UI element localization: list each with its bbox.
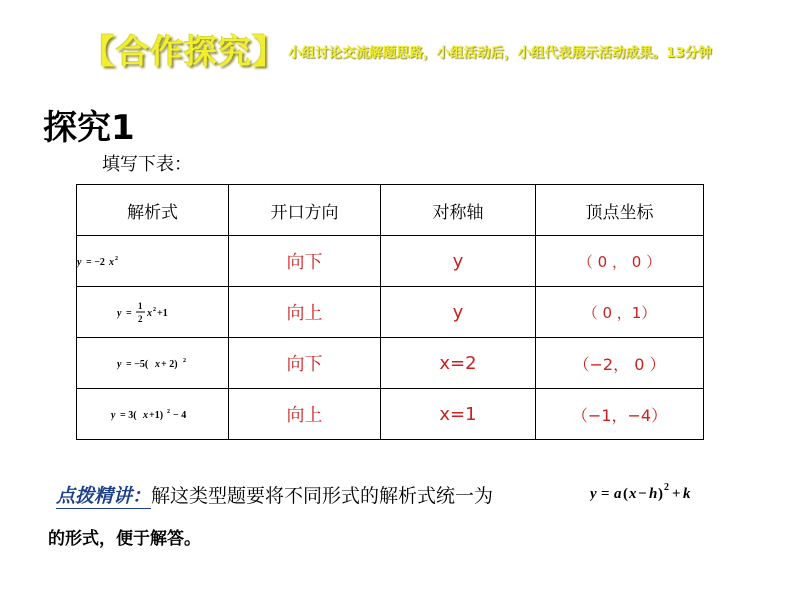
svg-text:2: 2	[664, 482, 669, 493]
vertex-value: （−2， 0 ）	[573, 354, 666, 374]
header-label: 对称轴	[432, 202, 484, 223]
header-label: 解析式	[127, 202, 178, 223]
header-cell-direction	[229, 185, 381, 236]
vertex-cell	[536, 287, 704, 338]
formula-cell	[77, 389, 229, 440]
svg-text:x: x	[109, 257, 114, 268]
svg-text:k: k	[683, 486, 691, 502]
header-banner	[82, 22, 782, 72]
svg-text:2: 2	[138, 314, 143, 324]
axis-cell	[381, 236, 536, 287]
direction-cell	[229, 287, 381, 338]
vertex-value: （ 0 ， 0 ）	[577, 252, 662, 271]
svg-text:x: x	[155, 359, 160, 370]
table-header-row	[77, 185, 704, 236]
direction-cell	[229, 236, 381, 287]
direction-cell	[229, 338, 381, 389]
svg-text:1: 1	[138, 301, 143, 311]
vertex-cell	[536, 338, 704, 389]
formula-graphic	[77, 250, 137, 272]
header-note: 小组讨论交流解题思路，小组活动后，小组代表展示活动成果。13分钟	[288, 45, 712, 61]
formula-text: y = −5(x + 2)²	[117, 352, 125, 353]
instruction-text: 填写下表：	[102, 154, 192, 175]
svg-text:(: (	[623, 486, 628, 502]
direction-value: 向上	[286, 303, 323, 324]
table-row	[77, 287, 704, 338]
tip-label: 点拨精讲：	[56, 485, 152, 507]
formula-text: y = ½x² + 1	[117, 295, 124, 296]
formula-cell	[77, 287, 229, 338]
formula-text: y = −2x²	[77, 250, 82, 251]
vertex-form-text: y = a(x − h)² + k	[590, 479, 599, 480]
svg-text:= −5(: = −5(	[126, 359, 149, 370]
formula-graphic	[111, 403, 211, 425]
axis-cell	[381, 389, 536, 440]
svg-text:=: =	[126, 308, 132, 319]
direction-cell	[229, 389, 381, 440]
svg-text:− 4: − 4	[173, 410, 187, 421]
svg-text:−: −	[638, 486, 647, 502]
axis-cell	[381, 338, 536, 389]
header-label: 开口方向	[270, 202, 339, 223]
svg-text:x: x	[143, 410, 148, 421]
svg-text:2: 2	[115, 256, 118, 262]
tip-line	[56, 481, 493, 508]
section-title: 探究1	[43, 108, 135, 148]
svg-text:y: y	[77, 257, 82, 268]
direction-value: 向下	[286, 354, 323, 375]
svg-text:2: 2	[183, 358, 186, 364]
svg-text:y: y	[117, 308, 122, 319]
formula-graphic	[117, 295, 187, 329]
axis-cell	[381, 287, 536, 338]
svg-text:+ 2): + 2)	[161, 359, 178, 370]
table-row	[77, 236, 704, 287]
svg-text:a: a	[614, 486, 622, 502]
header-label: 顶点坐标	[585, 202, 654, 223]
svg-text:x: x	[629, 486, 637, 502]
axis-value: y	[452, 301, 464, 323]
vertex-value: （−1，−4）	[571, 405, 668, 425]
svg-text:2: 2	[167, 409, 170, 415]
svg-text:y: y	[111, 410, 116, 421]
table-row	[77, 389, 704, 440]
formula-graphic	[117, 352, 197, 374]
conclusion-text: 的形式，便于解答。	[48, 529, 201, 549]
svg-text:+1: +1	[157, 308, 168, 319]
svg-text:x: x	[147, 308, 152, 319]
svg-text:y: y	[590, 486, 597, 502]
svg-text:=: =	[601, 486, 610, 502]
svg-text:y: y	[117, 359, 122, 370]
axis-value: x=2	[439, 352, 477, 374]
formula-cell	[77, 236, 229, 287]
header-title: 【合作探究】	[82, 32, 286, 71]
svg-text:+: +	[672, 486, 681, 502]
svg-text:): )	[658, 486, 663, 502]
header-cell-formula	[77, 185, 229, 236]
vertex-form-formula	[590, 479, 730, 505]
header-cell-vertex	[536, 185, 704, 236]
vertex-cell	[536, 236, 704, 287]
axis-value: y	[452, 250, 464, 272]
tip-text: 解这类型题要将不同形式的解析式统一为	[151, 485, 494, 507]
table-row	[77, 338, 704, 389]
svg-text:= 3(: = 3(	[120, 410, 137, 421]
svg-text:+1): +1)	[149, 410, 164, 421]
svg-text:h: h	[649, 486, 658, 502]
header-cell-axis	[381, 185, 536, 236]
direction-value: 向下	[286, 252, 323, 273]
axis-value: x=1	[439, 403, 477, 425]
formula-text: y = 3(x + 1)² − 4	[111, 403, 120, 404]
direction-value: 向上	[286, 405, 323, 426]
formula-cell	[77, 338, 229, 389]
vertex-cell	[536, 389, 704, 440]
vertex-value: （ 0 ，1）	[582, 303, 657, 322]
svg-text:= −2: = −2	[86, 257, 105, 268]
answer-table	[76, 184, 704, 440]
svg-text:2: 2	[153, 307, 156, 313]
